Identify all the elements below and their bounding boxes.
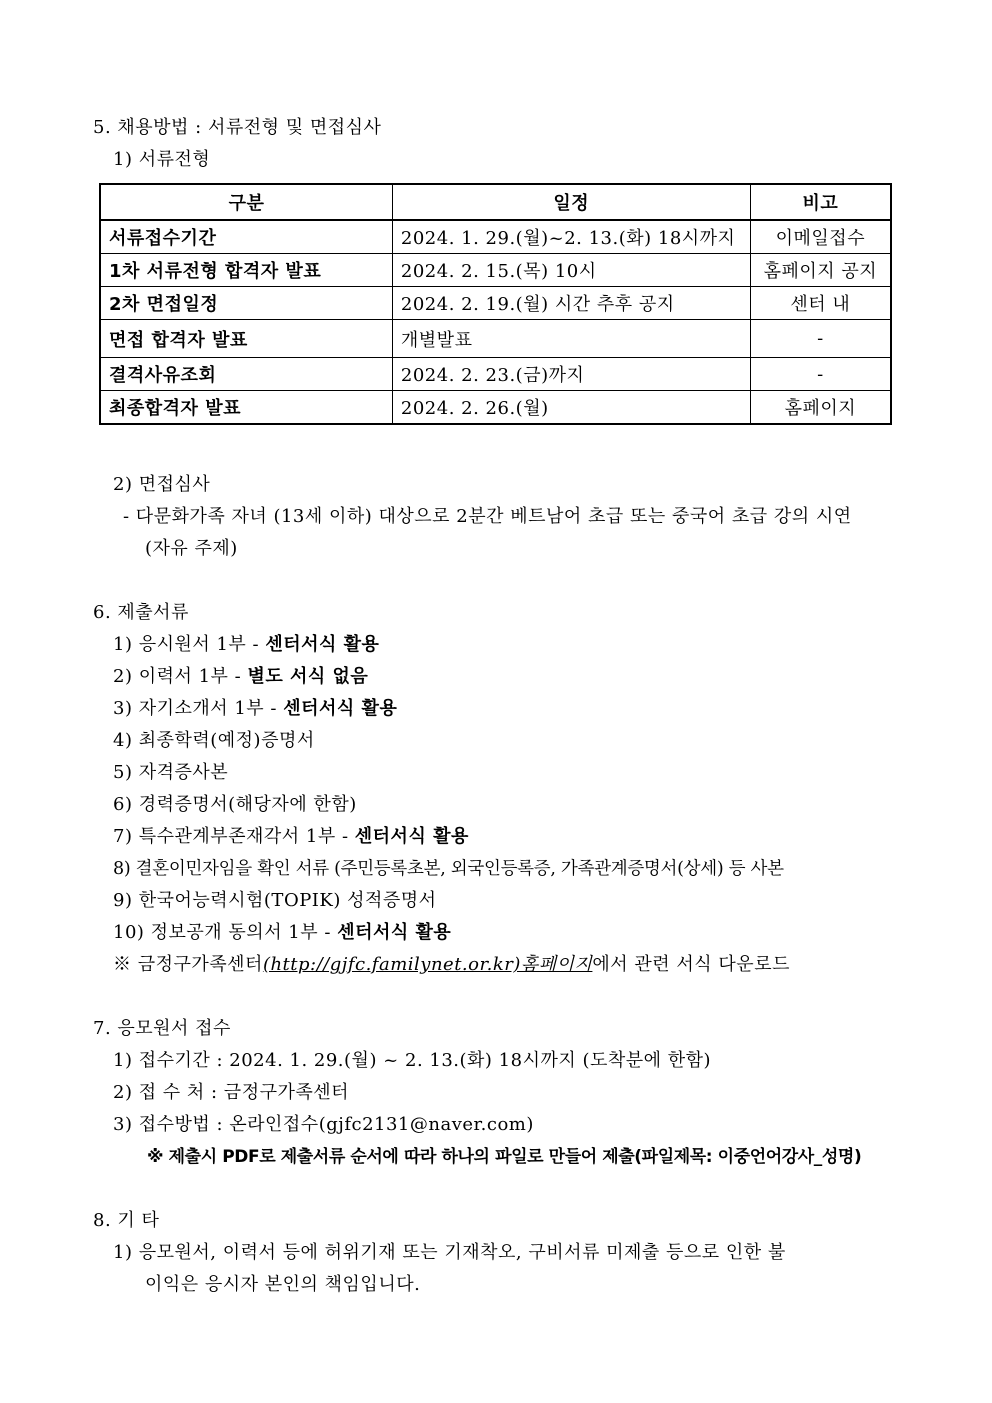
table-row <box>100 254 891 287</box>
table-row <box>100 220 891 254</box>
header-note: 비고 <box>750 184 891 220</box>
interview-desc-line1: - 다문화가족 자녀 (13세 이하) 대상으로 2분간 베트남어 초급 또는 중국어 초급 강의 시연 <box>123 506 852 527</box>
doc-item-emphasis: 별도 서식 없음 <box>247 666 369 687</box>
doc-item <box>113 921 451 945</box>
application-item: 1) 접수기간 : 2024. 1. 29.(월) ~ 2. 13.(화) 18시까지 (도착분에 한함) <box>113 1050 712 1071</box>
doc-item <box>113 857 784 881</box>
section-8-title: 8. 기 타 <box>93 1210 160 1231</box>
row-date: 2024. 2. 15.(목) 10시 <box>392 254 750 287</box>
doc-item-text: 1) 응시원서 1부 - <box>113 634 266 655</box>
row-item: 최종합격자 발표 <box>100 391 392 425</box>
doc-item <box>113 633 379 657</box>
download-note <box>113 953 790 977</box>
row-item: 결격사유조회 <box>100 358 392 391</box>
table-row <box>100 320 891 358</box>
table-header-row <box>100 184 891 220</box>
doc-item-text: 4) 최종학력(예정)증명서 <box>113 730 315 751</box>
row-item: 면접 합격자 발표 <box>100 320 392 358</box>
doc-item-text: 9) 한국어능력시험(TOPIK) 성적증명서 <box>113 890 437 911</box>
homepage-link[interactable]: (http://gjfc.familynet.or.kr)홈페이지 <box>262 954 593 975</box>
doc-item-emphasis: 센터서식 활용 <box>265 634 380 655</box>
section-5-sub1: 1) 서류전형 <box>113 149 211 170</box>
doc-item-text: 6) 경력증명서(해당자에 한함) <box>113 794 357 815</box>
doc-item-text: 10) 정보공개 동의서 1부 - <box>113 922 338 943</box>
row-note: 홈페이지 <box>750 391 891 425</box>
download-note-suffix: 에서 관련 서식 다운로드 <box>592 954 790 975</box>
doc-item-emphasis: 센터서식 활용 <box>354 826 469 847</box>
row-date: 2024. 2. 19.(월) 시간 추후 공지 <box>392 287 750 320</box>
row-note: - <box>750 358 891 391</box>
row-item: 1차 서류전형 합격자 발표 <box>100 254 392 287</box>
doc-item-emphasis: 센터서식 활용 <box>283 698 398 719</box>
doc-item-text: 2) 이력서 1부 - <box>113 666 248 687</box>
row-item: 2차 면접일정 <box>100 287 392 320</box>
application-item: 2) 접 수 처 : 금정구가족센터 <box>113 1082 350 1103</box>
row-date: 2024. 1. 29.(월)~2. 13.(화) 18시까지 <box>392 220 750 254</box>
row-note: - <box>750 320 891 358</box>
section-6-title: 6. 제출서류 <box>93 602 189 623</box>
doc-item <box>113 665 368 689</box>
download-note-prefix: ※ 금정구가족센터 <box>113 954 263 975</box>
doc-item-text: 7) 특수관계부존재각서 1부 - <box>113 826 355 847</box>
table-row <box>100 358 891 391</box>
section-5-title: 5. 채용방법 : 서류전형 및 면접심사 <box>93 117 382 138</box>
row-note: 센터 내 <box>750 287 891 320</box>
application-item: 3) 접수방법 : 온라인접수(gjfc2131@naver.com) <box>113 1114 534 1135</box>
row-note: 이메일접수 <box>750 220 891 254</box>
doc-item <box>113 825 469 849</box>
header-category: 구분 <box>100 184 392 220</box>
header-schedule: 일정 <box>392 184 750 220</box>
section-7-title: 7. 응모원서 접수 <box>93 1018 231 1039</box>
doc-item <box>113 761 228 785</box>
doc-item <box>113 793 357 817</box>
doc-item <box>113 889 437 913</box>
schedule-table <box>99 183 892 425</box>
row-date: 2024. 2. 26.(월) <box>392 391 750 425</box>
section-5-sub2: 2) 면접심사 <box>113 474 211 495</box>
doc-item <box>113 729 315 753</box>
doc-item-text: 8) 결혼이민자임을 확인 서류 (주민등록초본, 외국인등록증, 가족관계증명서(상세) 등 사본 <box>113 859 784 879</box>
doc-item <box>113 697 397 721</box>
misc-line2: 이익은 응시자 본인의 책임입니다. <box>145 1274 421 1295</box>
row-item: 서류접수기간 <box>100 220 392 254</box>
row-date: 개별발표 <box>392 320 750 358</box>
interview-desc-line2: (자유 주제) <box>145 538 238 559</box>
doc-item-text: 5) 자격증사본 <box>113 762 229 783</box>
table-row <box>100 391 891 425</box>
row-date: 2024. 2. 23.(금)까지 <box>392 358 750 391</box>
submission-note: ※ 제출시 PDF로 제출서류 순서에 따라 하나의 파일로 만들어 제출(파일제목: 이중언어강사_성명) <box>147 1147 862 1167</box>
table-row <box>100 287 891 320</box>
doc-item-text: 3) 자기소개서 1부 - <box>113 698 284 719</box>
row-note: 홈페이지 공지 <box>750 254 891 287</box>
misc-line1: 1) 응모원서, 이력서 등에 허위기재 또는 기재착오, 구비서류 미제출 등으로 인한 불 <box>113 1242 786 1263</box>
doc-item-emphasis: 센터서식 활용 <box>337 922 452 943</box>
